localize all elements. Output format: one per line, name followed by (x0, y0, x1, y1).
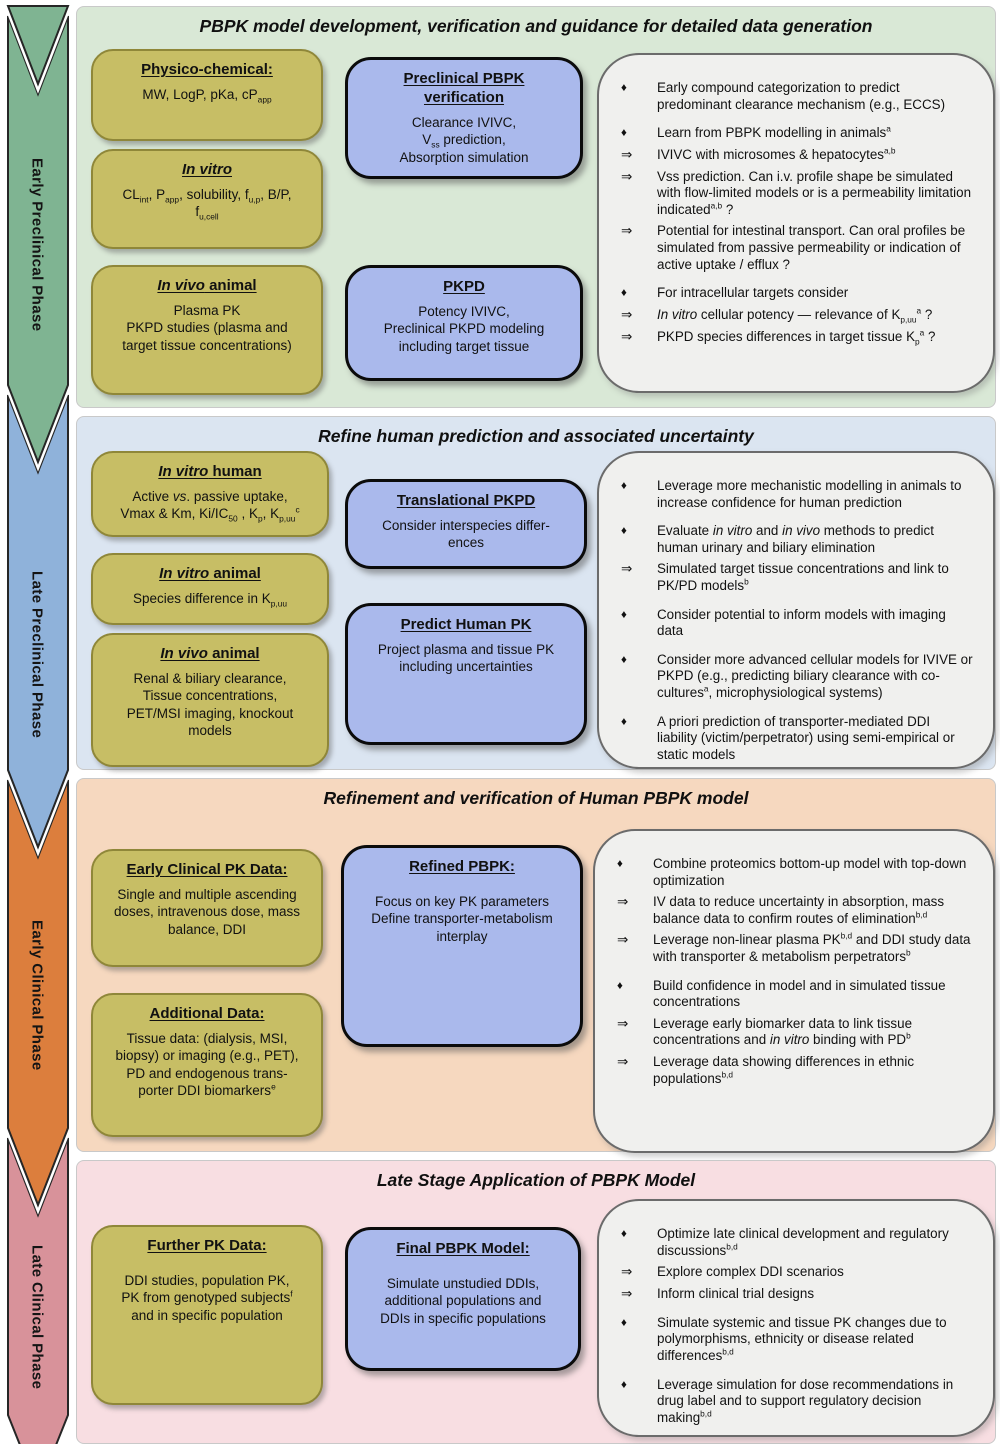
section-title: Refine human prediction and associated uncertainty (318, 426, 754, 446)
bullet-text: Consider potential to inform models with imaging data (657, 606, 946, 639)
panel-early-clinical (76, 778, 996, 1152)
arrow-bullet-marker: ⇒ (621, 1285, 633, 1301)
arrow-bullet-marker: ⇒ (621, 328, 633, 344)
bullet-item (617, 80, 975, 113)
bullet-item (613, 894, 975, 927)
data-box-body: Single and multiple ascending doses, intravenous dose, mass balance, DDI (113, 886, 301, 937)
bullet-item (617, 607, 975, 640)
bullet-item (613, 1016, 975, 1049)
bullet-item (617, 523, 975, 556)
diamond-bullet-marker: ♦ (621, 1378, 627, 1391)
diamond-bullet-marker: ♦ (621, 287, 627, 300)
bullet-text: Leverage data showing differences in ethnic populations$^{b,d}$ (653, 1054, 915, 1086)
bullet-item (617, 1377, 975, 1427)
bullet-item (617, 169, 975, 219)
data-box-header: Further PK Data: (147, 1237, 267, 1254)
model-box-body: Consider interspecies differ- ences (382, 517, 550, 551)
data-box-in-vitro-human (91, 451, 329, 537)
bullet-item (617, 125, 975, 142)
data-box-body: MW, LogP, pKa, $cP_{app}$ (142, 86, 272, 105)
bullet-text: Vss prediction. Can i.v. profile shape be simulated with flow-limited models or is a permeability limitation indicated$^{a,b}$ ? (657, 168, 972, 217)
bullet-item (613, 978, 975, 1011)
model-box-translational-pkpd (345, 479, 587, 569)
bullet-text: IV data to reduce uncertainty in absorption, mass balance data to confirm routes of elimination$^{b,d}$ (653, 894, 945, 926)
diamond-bullet-marker: ♦ (617, 979, 623, 992)
data-box-header: In vitro animal (159, 565, 261, 582)
guidance-bullet-box (597, 1199, 995, 1437)
model-box-header: Refined PBPK: (409, 858, 515, 875)
guidance-bullet-box (597, 53, 995, 393)
bullet-text: IVIVC with microsomes & hepatocytes$^{a,b}$ (657, 145, 896, 162)
arrow-bullet-marker: ⇒ (621, 146, 633, 162)
guidance-bullet-box (593, 829, 995, 1153)
bullet-item (617, 652, 975, 702)
data-box-header: Additional Data: (149, 1005, 265, 1022)
data-box-header: In vitro (181, 161, 232, 178)
arrow-bullet-marker: ⇒ (621, 223, 633, 239)
arrow-bullet-marker: ⇒ (617, 894, 629, 910)
data-box-in-vitro (91, 149, 323, 249)
model-box-body: Potency IVIVC, Preclinical PKPD modeling including target tissue (383, 303, 545, 354)
data-box-additional-data (91, 993, 323, 1137)
diamond-bullet-marker: ♦ (621, 82, 627, 94)
model-box-body: Simulate unstudied DDIs, additional populations and DDIs in specific populations (380, 1275, 546, 1326)
data-box-header: Physico-chemical: (141, 61, 273, 78)
bullet-text: Simulated target tissue concentrations and link to PK/PD models$^b$ (657, 561, 949, 594)
bullet-text: Leverage early biomarker data to link tissue concentrations and in vitro binding with $PD^b$ (653, 1015, 913, 1048)
bullet-text: Inform clinical trial designs (657, 1285, 815, 1301)
diamond-bullet-marker: ♦ (621, 480, 627, 492)
model-box-final-pbpk-model (345, 1227, 581, 1371)
bullet-item (613, 932, 975, 965)
phase-label-early-clinical: Early Clinical Phase (28, 919, 46, 1071)
model-box-predict-human-pk (345, 603, 587, 745)
data-box-body: Species difference in $K_{p,uu}$ (132, 590, 288, 609)
data-box-in-vitro-animal (91, 553, 329, 625)
bullet-text: Explore complex DDI scenarios (657, 1264, 844, 1280)
data-box-body: Tissue data: (dialysis, MSI, biopsy) or imaging (e.g., PET), PD and endogenous trans- porter DDI biomarkers$^e$ (115, 1030, 299, 1099)
model-box-refined-pbpk (341, 845, 583, 1047)
guidance-bullet-box (597, 451, 995, 769)
diamond-bullet-marker: ♦ (621, 608, 627, 621)
model-box-header: Preclinical PBPK verification (403, 70, 525, 106)
data-box-early-clinical-pk-data (91, 849, 323, 967)
arrow-bullet-marker: ⇒ (621, 561, 633, 577)
model-box-preclinical-pbpk-verification (345, 57, 583, 179)
bullet-item (617, 285, 975, 302)
diamond-bullet-marker: ♦ (621, 1316, 627, 1329)
data-box-body: $CL_{int}$, $P_{app}$, solubility, $f_{u,p}$, B/P, $f_{u,cell}$ (122, 186, 292, 222)
bullet-item (617, 561, 975, 594)
data-box-header: Early Clinical PK Data: (126, 861, 288, 878)
panel-late-preclinical (76, 416, 996, 770)
model-box-header: Predict Human PK (400, 616, 532, 633)
bullet-item (617, 1315, 975, 1365)
section-title: Late Stage Application of PBPK Model (376, 1170, 696, 1190)
diamond-bullet-marker: ♦ (621, 653, 627, 666)
bullet-text: Build confidence in model and in simulated tissue concentrations (653, 977, 946, 1010)
data-box-body: Renal & biliary clearance, Tissue concentrations, PET/MSI imaging, knockout models (126, 670, 294, 739)
data-box-header: In vitro human (158, 463, 262, 480)
bullet-text: Early compound categorization to predict predominant clearance mechanism (e.g., ECCS) (657, 80, 946, 112)
diamond-bullet-marker: ♦ (621, 127, 627, 140)
bullet-item (617, 1286, 975, 1303)
bullet-item (617, 307, 975, 324)
bullet-text: Simulate systemic and tissue PK changes due to polymorphisms, ethnicity or disease related differences$^{b,d}$ (657, 1314, 947, 1363)
model-box-pkpd (345, 265, 583, 381)
bullet-item (613, 1054, 975, 1087)
model-box-body: Project plasma and tissue PK including uncertainties (377, 641, 555, 675)
model-box-body: Focus on key PK parameters Define transporter-metabolism interplay (371, 893, 553, 944)
data-box-in-vivo-animal (91, 265, 323, 395)
model-box-header: Translational PKPD (396, 492, 536, 509)
phase-label-late-preclinical: Late Preclinical Phase (28, 571, 46, 739)
bullet-item (617, 223, 975, 273)
bullet-item (613, 856, 975, 889)
panel-late-clinical (76, 1160, 996, 1444)
phase-label-early-preclinical: Early Preclinical Phase (28, 158, 46, 332)
arrow-bullet-marker: ⇒ (617, 1054, 629, 1070)
section-title: Refinement and verification of Human PBPK model (323, 788, 749, 808)
bullet-item (617, 1264, 975, 1281)
diamond-bullet-marker: ♦ (617, 858, 623, 870)
bullet-item (617, 714, 975, 764)
bullet-text: Evaluate in vitro and in vivo methods to predict human urinary and biliary elimination (657, 523, 934, 555)
model-box-body: Clearance IVIVC, $V_{ss}$ prediction, Absorption simulation (399, 114, 529, 165)
panel-early-preclinical (76, 6, 996, 408)
diamond-bullet-marker: ♦ (621, 525, 627, 538)
phase-label-late-clinical: Late Clinical Phase (28, 1245, 46, 1390)
data-box-in-vivo-animal (91, 633, 329, 767)
bullet-item (617, 147, 975, 164)
data-box-header: In vivo animal (157, 277, 257, 294)
bullet-text: PKPD species differences in target tissue $K_p^a$ ? (657, 327, 936, 347)
bullet-text: Potential for intestinal transport. Can oral profiles be simulated from passive permeability or indication of active uptake / efflux ? (657, 223, 966, 272)
bullet-text: A priori prediction of transporter-mediated DDI liability (victim/perpetrator) using semi-empirical or static models (657, 713, 955, 762)
arrow-bullet-marker: ⇒ (621, 168, 633, 184)
arrow-bullet-marker: ⇒ (621, 1264, 633, 1280)
arrow-bullet-marker: ⇒ (617, 932, 629, 948)
bullet-text: Leverage non-linear plasma PK$^{b,d}$ and DDI study data with transporter & metabolism perpetrators$^b$ (653, 930, 971, 965)
bullet-text: In vitro cellular potency — relevance of $K_{p,uu}^a$ ? (657, 305, 933, 325)
bullet-item (617, 478, 975, 511)
bullet-item (617, 329, 975, 346)
model-box-header: Final PBPK Model: (396, 1240, 530, 1257)
data-box-physico-chemical (91, 49, 323, 141)
bullet-text: Learn from PBPK modelling in animals$^a$ (657, 123, 891, 141)
bullet-text: Optimize late clinical development and regulatory discussions$^{b,d}$ (657, 1226, 949, 1258)
bullet-text: For intracellular targets consider (657, 285, 849, 301)
section-title: PBPK model development, verification and guidance for detailed data generation (199, 16, 873, 36)
data-box-body: DDI studies, population PK, PK from genotyped subjects$^f$ and in specific population (121, 1272, 293, 1323)
data-box-header: In vivo animal (160, 645, 260, 662)
diamond-bullet-marker: ♦ (621, 715, 627, 728)
data-box-further-pk-data (91, 1225, 323, 1405)
data-box-body: Active vs. passive uptake, Vmax & Km, $Ki/IC_{50}$ , $K_p$, $K_{p,uu}^c$ (120, 488, 300, 524)
bullet-text: Leverage simulation for dose recommendations in drug label and to support regulatory decision making$^{b,d}$ (657, 1376, 954, 1425)
model-box-header: PKPD (443, 278, 485, 295)
bullet-item (617, 1226, 975, 1259)
bullet-text: Leverage more mechanistic modelling in animals to increase confidence for human prediction (657, 478, 962, 510)
bullet-text: Consider more advanced cellular models for IVIVE or PKPD (e.g., predicting biliary clearance with co-cultures$^a$, microphysiological systems) (657, 651, 973, 701)
diamond-bullet-marker: ♦ (621, 1228, 627, 1240)
arrow-bullet-marker: ⇒ (617, 1015, 629, 1031)
data-box-body: Plasma PK PKPD studies (plasma and target tissue concentrations) (122, 302, 292, 353)
arrow-bullet-marker: ⇒ (621, 306, 633, 322)
bullet-text: Combine proteomics bottom-up model with top-down optimization (653, 856, 967, 888)
